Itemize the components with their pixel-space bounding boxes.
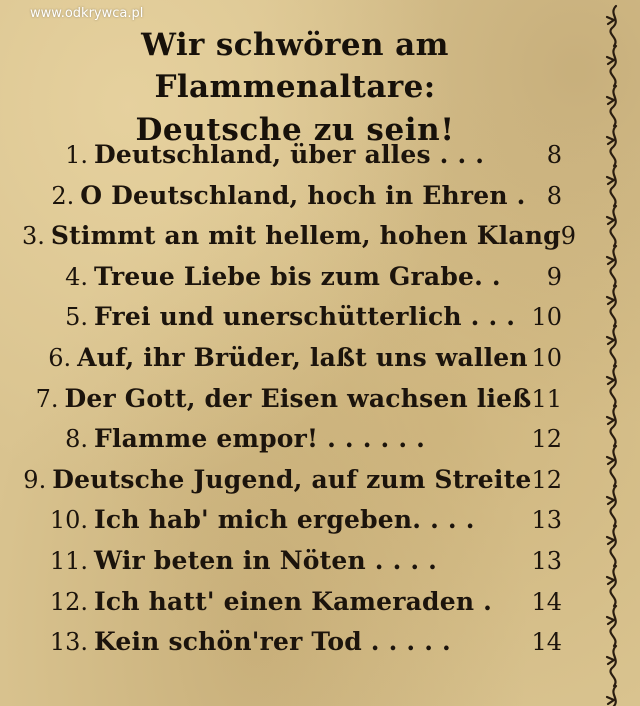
toc-row xyxy=(22,424,562,465)
toc-title: Ich hatt' einen Kameraden . xyxy=(94,586,493,616)
vine-segment xyxy=(610,86,616,126)
vine-leaf xyxy=(607,537,614,544)
vine-border-ornament xyxy=(602,0,626,706)
table-of-contents xyxy=(22,140,577,668)
toc-row xyxy=(22,465,562,506)
vine-segment xyxy=(610,46,616,86)
toc-page: 10 xyxy=(531,343,562,372)
toc-title: Der Gott, der Eisen wachsen ließ xyxy=(64,383,532,413)
toc-number: 8. xyxy=(65,425,88,454)
toc-row xyxy=(22,181,562,222)
toc-number: 9. xyxy=(23,465,47,494)
toc-number: 10. xyxy=(49,506,88,535)
toc-row xyxy=(22,221,577,262)
vine-leaf xyxy=(607,337,614,344)
toc-page: 13 xyxy=(531,506,562,535)
toc-page: 9 xyxy=(546,262,562,291)
vine-leaf xyxy=(607,257,614,264)
toc-page: 9 xyxy=(560,222,577,251)
toc-title: Treue Liebe bis zum Grabe. . xyxy=(94,261,501,291)
vine-segment xyxy=(610,246,616,286)
toc-row xyxy=(22,140,562,181)
vine-segment xyxy=(610,566,616,606)
toc-number: 13. xyxy=(49,628,88,657)
toc-row xyxy=(22,627,562,668)
vine-segment xyxy=(610,126,616,166)
toc-title: Ich hab' mich ergeben. . . . xyxy=(94,505,475,535)
toc-number: 6. xyxy=(48,343,72,372)
vine-leaf xyxy=(607,297,614,304)
toc-title: Deutschland, über alles . . . xyxy=(94,140,485,169)
vine-segment xyxy=(610,286,616,326)
toc-row xyxy=(22,384,562,425)
toc-number: 7. xyxy=(35,384,59,413)
toc-title: Auf, ihr Brüder, laßt uns wallen xyxy=(77,342,528,372)
toc-row xyxy=(22,262,562,303)
vine-leaf xyxy=(607,577,614,584)
vine-leaf xyxy=(607,417,614,424)
heading-line-1: Wir schwören am Flammenaltare: xyxy=(141,27,449,105)
toc-page: 8 xyxy=(546,141,562,169)
toc-page: 10 xyxy=(531,303,562,332)
vine-leaf xyxy=(607,457,614,464)
toc-number: 11. xyxy=(49,546,88,575)
vine-segment xyxy=(610,326,616,366)
vine-leaf xyxy=(607,377,614,384)
vine-leaf xyxy=(607,137,614,144)
vine-leaf xyxy=(607,57,614,64)
toc-row xyxy=(22,546,562,587)
vine-leaf xyxy=(607,617,614,624)
vine-segment xyxy=(610,366,616,406)
vine-leaf xyxy=(607,17,614,24)
vine-segment xyxy=(610,166,616,206)
toc-title: Deutsche Jugend, auf zum Streite xyxy=(52,464,532,494)
toc-row xyxy=(22,302,562,343)
vine-leaf xyxy=(607,497,614,504)
toc-title: Wir beten in Nöten . . . . xyxy=(94,545,438,575)
toc-title: O Deutschland, hoch in Ehren . xyxy=(80,180,526,210)
page-heading xyxy=(0,24,590,152)
vine-segment xyxy=(610,526,616,566)
toc-page: 13 xyxy=(531,546,562,575)
toc-number: 12. xyxy=(49,587,88,616)
heading-line-2: Deutsche zu sein! xyxy=(135,112,455,148)
toc-page: 12 xyxy=(531,425,562,454)
toc-number: 3. xyxy=(22,222,45,251)
vine-segment xyxy=(610,446,616,486)
vine-leaf xyxy=(607,97,614,104)
toc-row xyxy=(22,587,562,628)
vine-leaf xyxy=(607,697,614,704)
toc-page: 11 xyxy=(531,384,562,413)
toc-title: Stimmt an mit hellem, hohen Klang xyxy=(50,221,561,251)
vine-segment xyxy=(610,406,616,446)
watermark-text: www.odkrywca.pl xyxy=(30,6,144,21)
vine-segment xyxy=(610,486,616,526)
toc-page: 8 xyxy=(546,181,562,210)
toc-number: 2. xyxy=(51,181,75,210)
toc-title: Kein schön'rer Tod . . . . . xyxy=(94,627,451,657)
vine-segment xyxy=(610,6,616,46)
toc-row xyxy=(22,343,562,384)
vine-leaf xyxy=(607,177,614,184)
vine-segment xyxy=(610,606,616,646)
toc-row xyxy=(22,505,562,546)
toc-page: 12 xyxy=(531,465,562,494)
vine-segment xyxy=(610,206,616,246)
toc-title: Flamme empor! . . . . . . xyxy=(94,424,426,454)
vine-segment xyxy=(610,646,616,686)
toc-number: 5. xyxy=(65,303,88,332)
toc-title: Frei und unerschütterlich . . . xyxy=(94,302,516,332)
vine-leaf xyxy=(607,217,614,224)
toc-number: 4. xyxy=(65,262,88,291)
toc-page: 14 xyxy=(531,628,562,657)
toc-number: 1. xyxy=(65,141,88,169)
vine-leaf xyxy=(607,657,614,664)
toc-page: 14 xyxy=(531,587,562,616)
